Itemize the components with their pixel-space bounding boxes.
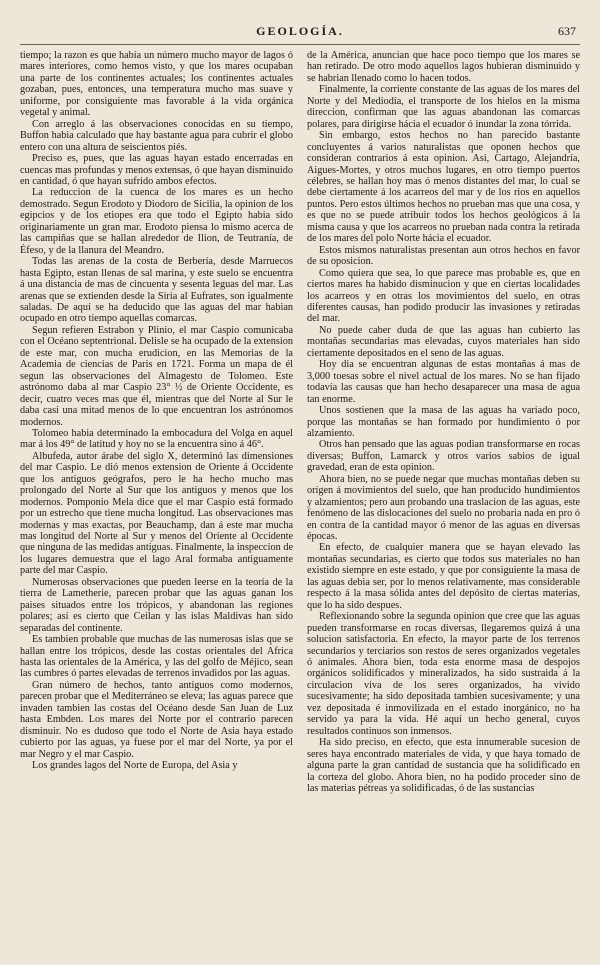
page-number: 637 (558, 24, 576, 38)
paragraph: Segun refieren Estrabon y Plinio, el mar Caspio comunicaba con el Océano septentrional. Delisle se ha ocupado de la extension de este mar, con mucha erudicion, en las Memorias de la Academia de ciencias de Paris en 1721. Forma un mapa de él segun las observaciones del Almagesto de Tolomeo. Este astrónomo daba al mar Caspio 23° ½ de Oriente Occidente, es decir, cuatro veces mas que él, mientras que del Norte al Sur le daba casi una mitad menos de lo que encuentran los astrónomos modernos. (20, 324, 293, 428)
paragraph: En efecto, de cualquier manera que se hayan elevado las montañas secundarias, es cierto que todos sus materiales no han existido siempre en este estado, y que por consiguiente la masa de las aguas debia ser, por lo menos relativamente, mas considerable respecto á la masa sólida antes del depósito de ciertas materias, que lo ha sido despues. (307, 542, 580, 611)
paragraph: Ha sido preciso, en efecto, que esta innumerable sucesion de seres haya encontrado materiales de vida, y que haya tomado de alguna parte la gran cantidad de sustancia que ha solidificado en la corteza del globo. Ahora bien, no ha podido proceder sino de las materias pétreas ya solidificadas, ó de las sustancias (307, 737, 580, 794)
paragraph: Gran número de hechos, tanto antiguos como modernos, parecen probar que el Mediterráneo se eleva; las aguas parece que invaden tambien las costas del Océano desde San Juan de Luz hasta Embden. Los mares del Norte por el contrario parecen disminuir. No es dudoso que todo el Norte de Asia haya estado cubierto por las aguas, ya fuese por el mar del Norte, ya por el mar Negro y el mar Caspio. (20, 679, 293, 760)
paragraph: Estos mismos naturalistas presentan aun otros hechos en favor de su oposicion. (307, 244, 580, 268)
text-columns (20, 50, 580, 951)
paragraph: Es tambien probable que muchas de las numerosas islas que se hallan entre los trópicos, desde las costas orientales del Africa hasta las orientales de la América, y las del golfo de Méjico, sean las cumbres ó partes elevadas de terrenos invadidos por las aguas. (20, 634, 293, 680)
paragraph: Unos sostienen que la masa de las aguas ha variado poco, porque las montañas se han formado por hundimiento ó por alzamiento. (307, 405, 580, 439)
running-header (20, 24, 580, 42)
paragraph: tiempo; la razon es que había un número mucho mayor de lagos ó mares interiores, como hemos visto, y que los mares ocupaban una parte de los continentes actuales; los continentes actuales gozaban, pues, entonces, una temperatura mucho mas suave y uniforme, por consiguiente mas favorable á la vida orgánica vegetal y animal. (20, 50, 293, 119)
left-column (20, 50, 293, 951)
right-column (307, 50, 580, 951)
paragraph: Albufeda, autor árabe del siglo X, determinó las dimensiones del mar Caspio. Le dió menos extension de Oriente á Occidente que los antiguos geógrafos, pero le ha hecho mucho mas prolongado del Norte al Sur que los antiguos y menos que los modernos. Pomponio Mela dice que el mar Caspio está formado por un estrecho que tiene mucha longitud. Las observaciones mas modernas y mas exactas, por Beauchamp, dan á este mar mucha mas longitud del Norte al Sur y menos del Oriente al Occidente que ninguna de las medidas antiguas. Finalmente, la inspeccion de los lugares demuestra que el lago Aral formaba antiguamente parte del mar Caspio. (20, 450, 293, 577)
paragraph: Reflexionando sobre la segunda opinion que cree que las aguas pueden transformarse en rocas diversas, llegaremos quizá á una solucion satisfactoria. En efecto, la mayor parte de los terrenos secundarios y terciarios son restos de seres organizados vegetales ó animales. Ahora bien, toda esta enorme masa de despojos orgánicos solidificados y mineralizados, ha sido sustraida á la circulacion viva de los seres organizados, ha vivido sucesivamente; ha sido depositada tambien sucesivamente; y una vez depositada é inmovilizada en el estado inorgánico, no ha servido ya para la vida. Hé aquí un hecho general, cuyos resultados continuos son inmensos. (307, 611, 580, 737)
paragraph: Ahora bien, no se puede negar que muchas montañas deben su orígen á movimientos del suelo, que han producido hundimientos y alzamientos; pero aun probando una traslacion de las aguas, este fenómeno de las dislocaciones del suelo no probaria nada en pro ó en contra de la cantidad mayor ó menor de las aguas en diversas épocas. (307, 473, 580, 543)
paragraph: Los grandes lagos del Norte de Europa, del Asia y (32, 760, 238, 772)
paragraph: Hoy dia se encuentran algunas de estas montañas á mas de 3,000 toesas sobre el nivel actual de los mares. No se han fijado todavía las causas que han hecho desaparecer una masa de agua tan enorme. (307, 359, 580, 405)
paragraph: Numerosas observaciones que pueden leerse en la teoría de la tierra de Lametherie, parecen probar que las aguas ganan los paises situados entre los trópicos, y abandonan las regiones polares; así es cierto que Ceilan y las islas Maldivas han sido separadas del continente. (20, 576, 293, 634)
paragraph: Todas las arenas de la costa de Berbería, desde Marruecos hasta Egipto, estan llenas de sal marina, y este suelo se encuentra á una distancia de mas de cincuenta y sesenta leguas del mar. Las arenas que se extienden desde la Siria al Eufrates, son igualmente saladas. De aquí se ha deducido que las aguas del mar habian ocupado en otro tiempo aquellas comarcas. (20, 256, 293, 325)
paragraph: Tolomeo habia determinado la embocadura del Volga en aquel mar á los 49° de latitud y hoy no se la encuentra sino á 46°. (20, 427, 293, 451)
paragraph: La reduccion de la cuenca de los mares es un hecho demostrado. Segun Erodoto y Diodoro de Sicilia, la opinion de los egipcios y de los etiopes era que todo el Egipto habia sido originariamente un gran mar. Erodoto piensa lo mismo acerca de las campiñas que se hallan alrededor de Ilion, de Teutranía, de Éfeso, y de la llanura del Meandro. (20, 187, 293, 256)
paragraph: Con arreglo á las observaciones conocidas en su tiempo, Buffon habia calculado que hay bastante agua para cubrir el globo entero con una altura de seiscientos piés. (20, 118, 293, 153)
page-title: GEOLOGÍA. (256, 24, 344, 38)
paragraph: No puede caber duda de que las aguas han cubierto las montañas secundarias mas elevadas, cuyos materiales han sido ciertamente depositados en el seno de las aguas. (307, 324, 580, 359)
paragraph: Otros han pensado que las aguas podian transformarse en rocas diversas; Buffon, Lamarck y otros varios sabios de igual gravedad, eran de esta opinion. (307, 439, 580, 474)
paragraph: de la América, anuncian que hace poco tiempo que los mares se han retirado. De otro modo aquellos lagos hubieran disminuido y se habrian llenado como lo hacen todos. (307, 50, 580, 84)
paragraph: Como quiera que sea, lo que parece mas probable es, que en ciertos mares ha habido disminucion y que en ciertas localidades los acarreos y en otras los movimientos del suelo, en otras diferentes causas, han podido producir las invasiones y retiradas del mar. (307, 267, 580, 325)
paragraph: Sin embargo, estos hechos no han parecido bastante concluyentes á varios naturalistas que oponen hechos que consideran contrarios á esta opinion. Asi, Cartago, Alejandría, Aigues-Mortes, y otros muchos lugares, en otro tiempo puertos célebres, se hallan hoy mas ó menos distantes del mar, lo cual se debe ciertamente á los acarreos del mar y de los rios en aquellos puntos. Pero estos últimos hechos no prueban mas que una cosa, y es que no se puede atribuir todos los hechos geológicos á la misma causa y que los acarreos no prueban nada contra la retirada de los mares del polo Norte hácia el ecuador. (307, 130, 580, 245)
paragraph: Preciso es, pues, que las aguas hayan estado encerradas en cuencas mas profundas y menos extensas, ó que hayan disminuido en cantidad, ó que hayan sufrido ambos efectos. (20, 153, 293, 187)
header-rule (20, 44, 580, 45)
paragraph: Finalmente, la corriente constante de las aguas de los mares del Norte y del Mediodía, el transporte de los hielos en la misma direccion, confirman que las aguas abandonan las comarcas polares, para dirigirse hácia el ecuador ó inundar la zona tórrida. (307, 84, 580, 130)
